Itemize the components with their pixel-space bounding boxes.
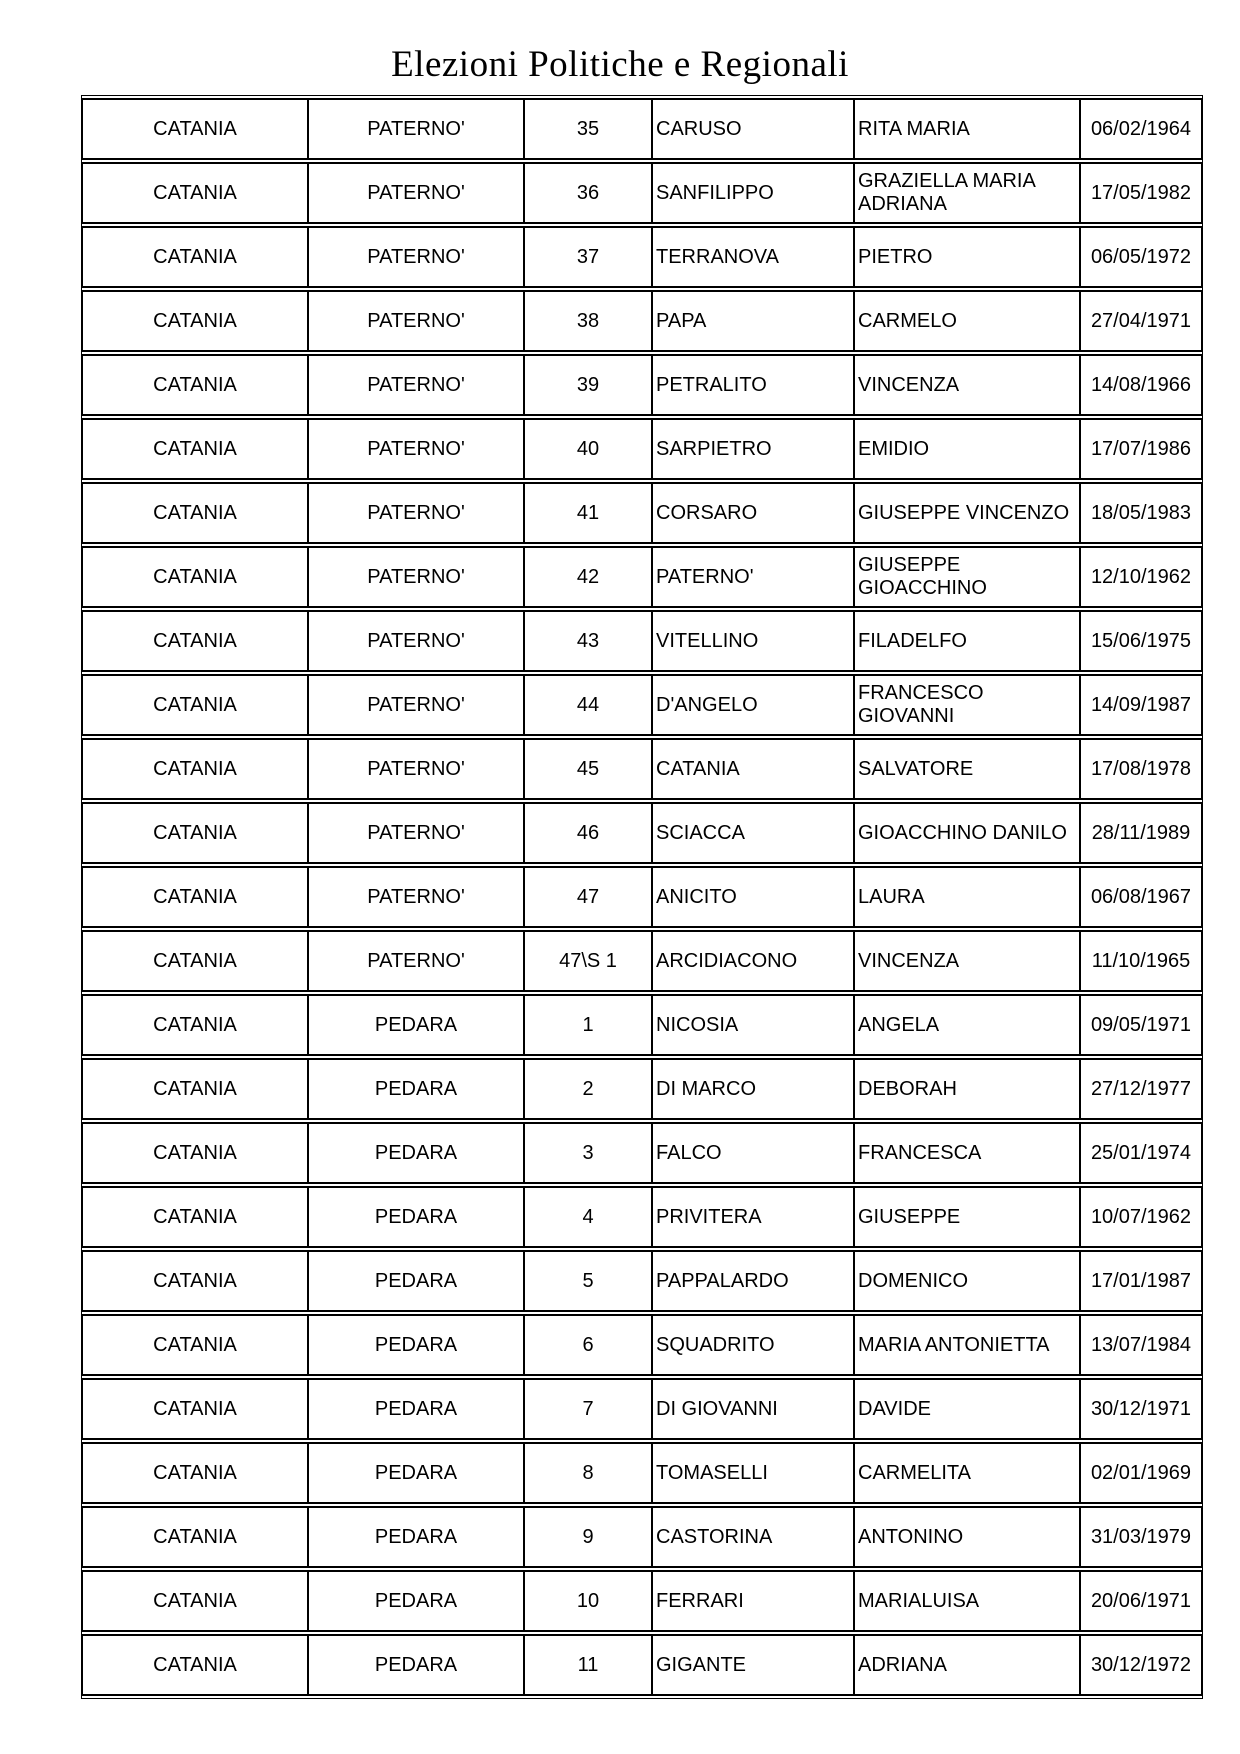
table-row	[82, 162, 1202, 224]
cell-given-name: FRANCESCA	[854, 1122, 1080, 1184]
table-row	[82, 1186, 1202, 1248]
cell-surname: VITELLINO	[652, 610, 854, 672]
cell-surname: DI GIOVANNI	[652, 1378, 854, 1440]
cell-birth-date: 17/05/1982	[1080, 162, 1202, 224]
cell-section-number: 37	[524, 226, 652, 288]
table-row	[82, 482, 1202, 544]
cell-surname: CATANIA	[652, 738, 854, 800]
cell-birth-date: 09/05/1971	[1080, 994, 1202, 1056]
cell-surname: PAPA	[652, 290, 854, 352]
cell-birth-date: 18/05/1983	[1080, 482, 1202, 544]
cell-surname: PATERNO'	[652, 546, 854, 608]
cell-birth-date: 12/10/1962	[1080, 546, 1202, 608]
cell-municipality: PEDARA	[308, 1378, 524, 1440]
cell-municipality: PATERNO'	[308, 866, 524, 928]
cell-birth-date: 20/06/1971	[1080, 1570, 1202, 1632]
cell-given-name: ANTONINO	[854, 1506, 1080, 1568]
cell-surname: ARCIDIACONO	[652, 930, 854, 992]
cell-birth-date: 17/07/1986	[1080, 418, 1202, 480]
cell-municipality: PEDARA	[308, 1058, 524, 1120]
cell-province: CATANIA	[82, 418, 308, 480]
cell-birth-date: 15/06/1975	[1080, 610, 1202, 672]
cell-municipality: PATERNO'	[308, 930, 524, 992]
cell-section-number: 9	[524, 1506, 652, 1568]
cell-surname: PRIVITERA	[652, 1186, 854, 1248]
cell-section-number: 36	[524, 162, 652, 224]
cell-province: CATANIA	[82, 866, 308, 928]
cell-given-name: GIUSEPPE	[854, 1186, 1080, 1248]
table-row	[82, 738, 1202, 800]
cell-section-number: 11	[524, 1634, 652, 1696]
cell-given-name: GRAZIELLA MARIA ADRIANA	[854, 162, 1080, 224]
cell-birth-date: 30/12/1971	[1080, 1378, 1202, 1440]
cell-municipality: PATERNO'	[308, 674, 524, 736]
cell-birth-date: 17/01/1987	[1080, 1250, 1202, 1312]
cell-municipality: PEDARA	[308, 1122, 524, 1184]
cell-given-name: GIUSEPPE VINCENZO	[854, 482, 1080, 544]
table-row	[82, 994, 1202, 1056]
cell-municipality: PATERNO'	[308, 610, 524, 672]
cell-municipality: PATERNO'	[308, 162, 524, 224]
cell-province: CATANIA	[82, 98, 308, 160]
cell-birth-date: 28/11/1989	[1080, 802, 1202, 864]
cell-given-name: LAURA	[854, 866, 1080, 928]
cell-section-number: 35	[524, 98, 652, 160]
cell-municipality: PEDARA	[308, 1442, 524, 1504]
cell-birth-date: 11/10/1965	[1080, 930, 1202, 992]
cell-birth-date: 27/12/1977	[1080, 1058, 1202, 1120]
cell-province: CATANIA	[82, 226, 308, 288]
cell-province: CATANIA	[82, 162, 308, 224]
cell-province: CATANIA	[82, 1378, 308, 1440]
cell-province: CATANIA	[82, 290, 308, 352]
cell-surname: TERRANOVA	[652, 226, 854, 288]
cell-section-number: 3	[524, 1122, 652, 1184]
table-row	[82, 418, 1202, 480]
cell-municipality: PATERNO'	[308, 738, 524, 800]
candidates-table-body	[82, 98, 1202, 1696]
cell-province: CATANIA	[82, 1314, 308, 1376]
cell-birth-date: 31/03/1979	[1080, 1506, 1202, 1568]
cell-surname: DI MARCO	[652, 1058, 854, 1120]
cell-surname: D'ANGELO	[652, 674, 854, 736]
cell-province: CATANIA	[82, 674, 308, 736]
cell-given-name: MARIALUISA	[854, 1570, 1080, 1632]
cell-surname: SANFILIPPO	[652, 162, 854, 224]
cell-section-number: 44	[524, 674, 652, 736]
cell-birth-date: 10/07/1962	[1080, 1186, 1202, 1248]
cell-province: CATANIA	[82, 802, 308, 864]
cell-surname: CARUSO	[652, 98, 854, 160]
table-row	[82, 98, 1202, 160]
cell-province: CATANIA	[82, 610, 308, 672]
cell-surname: FALCO	[652, 1122, 854, 1184]
cell-section-number: 38	[524, 290, 652, 352]
cell-surname: PAPPALARDO	[652, 1250, 854, 1312]
cell-province: CATANIA	[82, 1250, 308, 1312]
cell-province: CATANIA	[82, 738, 308, 800]
table-row	[82, 226, 1202, 288]
cell-province: CATANIA	[82, 1634, 308, 1696]
cell-section-number: 40	[524, 418, 652, 480]
cell-surname: SCIACCA	[652, 802, 854, 864]
cell-given-name: DEBORAH	[854, 1058, 1080, 1120]
cell-given-name: CARMELITA	[854, 1442, 1080, 1504]
cell-given-name: VINCENZA	[854, 930, 1080, 992]
cell-section-number: 8	[524, 1442, 652, 1504]
table-row	[82, 546, 1202, 608]
cell-municipality: PEDARA	[308, 1634, 524, 1696]
cell-municipality: PATERNO'	[308, 354, 524, 416]
cell-birth-date: 25/01/1974	[1080, 1122, 1202, 1184]
table-row	[82, 866, 1202, 928]
cell-surname: SQUADRITO	[652, 1314, 854, 1376]
cell-given-name: GIOACCHINO DANILO	[854, 802, 1080, 864]
cell-province: CATANIA	[82, 1442, 308, 1504]
cell-surname: PETRALITO	[652, 354, 854, 416]
table-row	[82, 1250, 1202, 1312]
cell-section-number: 47\S 1	[524, 930, 652, 992]
cell-section-number: 6	[524, 1314, 652, 1376]
cell-municipality: PATERNO'	[308, 226, 524, 288]
cell-municipality: PEDARA	[308, 1506, 524, 1568]
table-row	[82, 1314, 1202, 1376]
cell-municipality: PEDARA	[308, 1186, 524, 1248]
cell-birth-date: 06/08/1967	[1080, 866, 1202, 928]
table-row	[82, 354, 1202, 416]
table-row	[82, 1634, 1202, 1696]
cell-section-number: 4	[524, 1186, 652, 1248]
cell-province: CATANIA	[82, 994, 308, 1056]
page-title: Elezioni Politiche e Regionali	[391, 44, 849, 85]
candidates-table	[81, 95, 1203, 1699]
cell-surname: GIGANTE	[652, 1634, 854, 1696]
cell-province: CATANIA	[82, 482, 308, 544]
cell-birth-date: 14/08/1966	[1080, 354, 1202, 416]
cell-given-name: ANGELA	[854, 994, 1080, 1056]
table-row	[82, 674, 1202, 736]
cell-municipality: PATERNO'	[308, 546, 524, 608]
cell-surname: CORSARO	[652, 482, 854, 544]
cell-section-number: 47	[524, 866, 652, 928]
cell-given-name: DOMENICO	[854, 1250, 1080, 1312]
cell-municipality: PEDARA	[308, 994, 524, 1056]
cell-section-number: 2	[524, 1058, 652, 1120]
table-row	[82, 1058, 1202, 1120]
cell-given-name: EMIDIO	[854, 418, 1080, 480]
cell-given-name: VINCENZA	[854, 354, 1080, 416]
cell-municipality: PATERNO'	[308, 290, 524, 352]
cell-surname: CASTORINA	[652, 1506, 854, 1568]
cell-birth-date: 17/08/1978	[1080, 738, 1202, 800]
table-row	[82, 1570, 1202, 1632]
cell-section-number: 1	[524, 994, 652, 1056]
cell-section-number: 41	[524, 482, 652, 544]
cell-birth-date: 30/12/1972	[1080, 1634, 1202, 1696]
table-row	[82, 1122, 1202, 1184]
table-row	[82, 1378, 1202, 1440]
cell-section-number: 43	[524, 610, 652, 672]
table-row	[82, 802, 1202, 864]
cell-province: CATANIA	[82, 1122, 308, 1184]
table-row	[82, 610, 1202, 672]
cell-given-name: ADRIANA	[854, 1634, 1080, 1696]
cell-birth-date: 06/05/1972	[1080, 226, 1202, 288]
cell-surname: TOMASELLI	[652, 1442, 854, 1504]
cell-municipality: PEDARA	[308, 1314, 524, 1376]
cell-municipality: PATERNO'	[308, 482, 524, 544]
cell-province: CATANIA	[82, 1058, 308, 1120]
cell-section-number: 5	[524, 1250, 652, 1312]
cell-province: CATANIA	[82, 1570, 308, 1632]
cell-municipality: PATERNO'	[308, 802, 524, 864]
cell-birth-date: 27/04/1971	[1080, 290, 1202, 352]
cell-surname: ANICITO	[652, 866, 854, 928]
cell-given-name: DAVIDE	[854, 1378, 1080, 1440]
cell-municipality: PEDARA	[308, 1250, 524, 1312]
cell-surname: SARPIETRO	[652, 418, 854, 480]
cell-given-name: PIETRO	[854, 226, 1080, 288]
cell-province: CATANIA	[82, 354, 308, 416]
cell-section-number: 46	[524, 802, 652, 864]
cell-province: CATANIA	[82, 1506, 308, 1568]
cell-section-number: 42	[524, 546, 652, 608]
cell-given-name: RITA MARIA	[854, 98, 1080, 160]
table-row	[82, 1506, 1202, 1568]
cell-birth-date: 02/01/1969	[1080, 1442, 1202, 1504]
cell-province: CATANIA	[82, 1186, 308, 1248]
cell-given-name: GIUSEPPE GIOACCHINO	[854, 546, 1080, 608]
cell-section-number: 7	[524, 1378, 652, 1440]
cell-birth-date: 06/02/1964	[1080, 98, 1202, 160]
cell-municipality: PEDARA	[308, 1570, 524, 1632]
cell-municipality: PATERNO'	[308, 98, 524, 160]
cell-given-name: FILADELFO	[854, 610, 1080, 672]
cell-given-name: MARIA ANTONIETTA	[854, 1314, 1080, 1376]
cell-section-number: 45	[524, 738, 652, 800]
cell-birth-date: 14/09/1987	[1080, 674, 1202, 736]
cell-given-name: CARMELO	[854, 290, 1080, 352]
table-row	[82, 1442, 1202, 1504]
cell-section-number: 10	[524, 1570, 652, 1632]
cell-province: CATANIA	[82, 930, 308, 992]
cell-given-name: FRANCESCO GIOVANNI	[854, 674, 1080, 736]
cell-province: CATANIA	[82, 546, 308, 608]
cell-given-name: SALVATORE	[854, 738, 1080, 800]
cell-birth-date: 13/07/1984	[1080, 1314, 1202, 1376]
cell-surname: NICOSIA	[652, 994, 854, 1056]
table-row	[82, 930, 1202, 992]
cell-municipality: PATERNO'	[308, 418, 524, 480]
cell-section-number: 39	[524, 354, 652, 416]
cell-surname: FERRARI	[652, 1570, 854, 1632]
table-row	[82, 290, 1202, 352]
